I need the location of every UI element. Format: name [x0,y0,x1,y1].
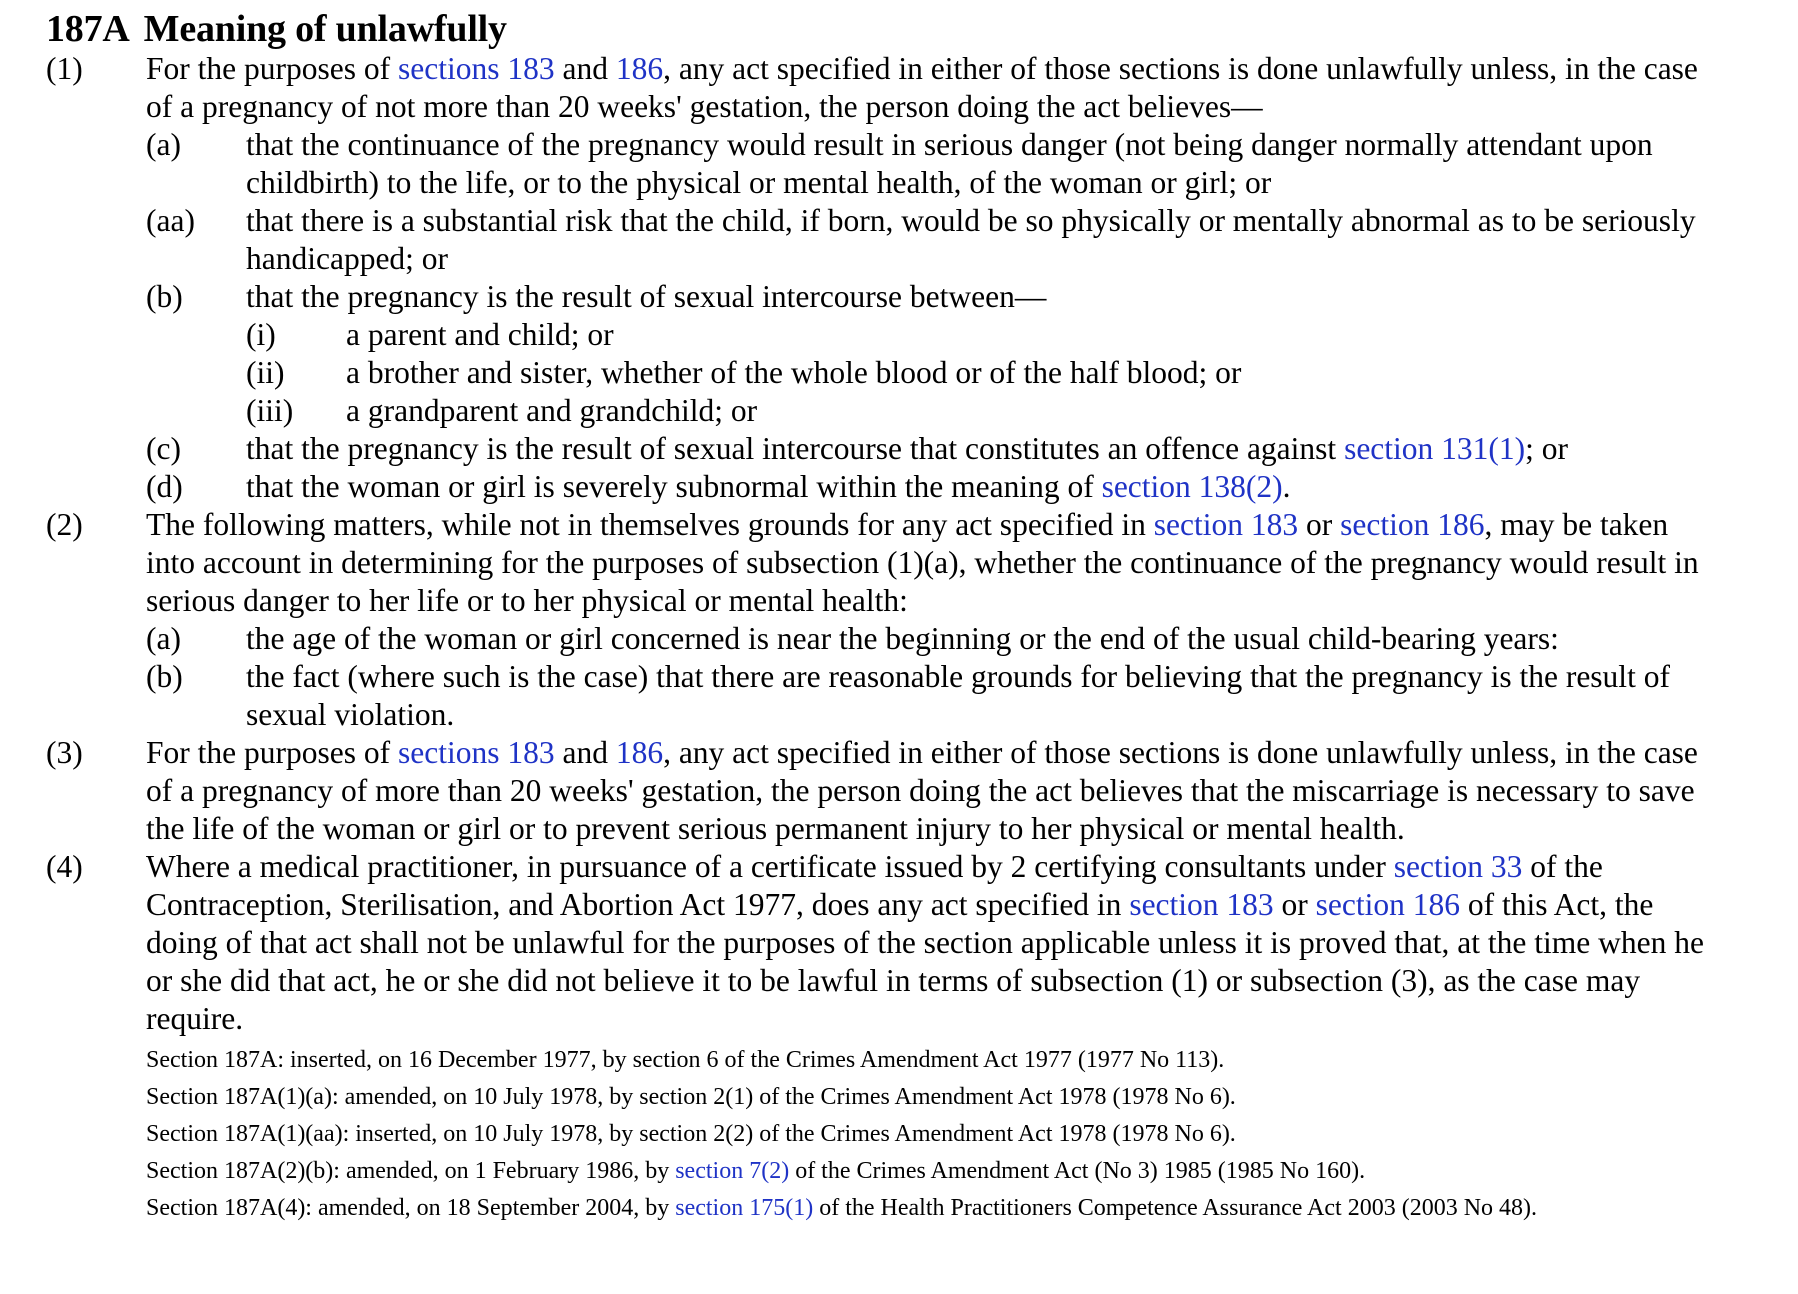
text-run: and [554,51,616,86]
text-run: of this Act, the doing of that act shall not be unlawful for the purposes of the section applicable unless it is proved that, at the time when he or she did that act, he or she did not believe it to be lawful in terms of subsection (1) or subsection (3), as the case may require. [146,887,1704,1036]
history-note [146,1190,1746,1227]
text-run: Section 187A(4): amended, on 18 September 2004, by [146,1195,676,1221]
subsection-label: (3) [46,735,83,770]
text-run: of the Crimes Amendment Act (No 3) 1985 (1985 No 160). [789,1158,1366,1184]
paragraph-label: (d) [146,469,183,504]
link-section-33[interactable]: section 33 [1393,849,1523,884]
history-note: Section 187A(1)(a): amended, on 10 July 1978, by section 2(1) of the Crimes Amendment Act 1978 (1978 No 6). [146,1084,1236,1110]
subparagraph-text: a parent and child; or [346,317,614,352]
paragraph-2b [46,658,1746,734]
subsection-4 [46,848,1746,1038]
text-run: , any act specified in either of those sections is done unlawfully unless, in the case of a pregnancy of more than 20 weeks' gestation, the person doing the act believes that the miscarriage is necessary to save the life of the woman or girl or to prevent serious permanent injury to her physical or mental health. [146,735,1698,846]
paragraph-text [246,430,1746,468]
text-run: or [1273,887,1316,922]
link-section-186[interactable]: section 186 [1315,887,1461,922]
paragraph-1a [46,126,1746,202]
section-heading [46,8,1746,50]
text-run: , any act specified in either of those sections is done unlawfully unless, in the case of a pregnancy of not more than 20 weeks' gestation, the person doing the act believes— [146,51,1698,124]
paragraph-label: (c) [146,431,181,466]
text-run: or [1298,507,1341,542]
subsection-text [146,734,1706,848]
link-section-131-1[interactable]: section 131(1) [1344,431,1526,466]
link-186[interactable]: 186 [615,51,664,86]
text-run: Where a medical practitioner, in pursuance of a certificate issued by 2 certifying consultants under [146,849,1394,884]
paragraph-text: the fact (where such is the case) that there are reasonable grounds for believing that the pregnancy is the result of sexual violation. [246,659,1670,732]
text-run: Section 187A(2)(b): amended, on 1 February 1986, by [146,1158,676,1184]
paragraph-1aa [46,202,1746,278]
history-note [146,1153,1746,1190]
subparagraph-text: a brother and sister, whether of the whole blood or of the half blood; or [346,355,1242,390]
link-section-186[interactable]: section 186 [1340,507,1485,542]
subsection-text [146,848,1706,1038]
text-run: . [1282,469,1291,504]
paragraph-1c [46,430,1746,468]
link-sections-183[interactable]: sections 183 [397,51,555,86]
text-run: that the woman or girl is severely subnormal within the meaning of [246,469,1102,504]
link-section-175-1[interactable]: section 175(1) [675,1195,814,1221]
paragraph-text: that there is a substantial risk that the child, if born, would be so physically or mentally abnormal as to be seriously handicapped; or [246,203,1696,276]
link-section-138-2[interactable]: section 138(2) [1101,469,1283,504]
paragraph-2a [46,620,1746,658]
paragraph-label: (b) [146,659,183,694]
subparagraph-label: (i) [246,317,276,352]
link-sections-183[interactable]: sections 183 [397,735,555,770]
text-run: , may be taken into account in determining for the purposes of subsection (1)(a), whether the continuance of the pregnancy would result in serious danger to her life or to her physical or mental health: [146,507,1699,618]
paragraph-1d [46,468,1746,506]
paragraph-text: that the continuance of the pregnancy would result in serious danger (not being danger normally attendant upon childbirth) to the life, or to the physical or mental health, of the woman or girl; or [246,127,1653,200]
text-run: of the Contraception, Sterilisation, and Abortion Act 1977, does any act specified in [146,849,1603,922]
subsection-text [146,50,1706,126]
paragraph-1b [46,278,1746,316]
subparagraph-text: a grandparent and grandchild; or [346,393,758,428]
paragraph-text [246,468,1746,506]
section-title: Meaning of unlawfully [143,8,507,50]
link-section-183[interactable]: section 183 [1129,887,1274,922]
subsection-label: (4) [46,849,83,884]
text-run: that the pregnancy is the result of sexual intercourse that constitutes an offence against [246,431,1345,466]
section-number: 187A [46,8,130,50]
subsection-label: (1) [46,51,83,86]
subparagraph-1b-iii [46,392,1746,430]
paragraph-label: (aa) [146,203,195,238]
paragraph-text: the age of the woman or girl concerned is near the beginning or the end of the usual child-bearing years: [246,621,1559,656]
text-run: and [554,735,616,770]
link-section-7-2[interactable]: section 7(2) [675,1158,790,1184]
subsection-2 [46,506,1746,620]
text-run: of the Health Practitioners Competence Assurance Act 2003 (2003 No 48). [813,1195,1538,1221]
text-run: For the purposes of [146,51,398,86]
text-run: ; or [1525,431,1569,466]
subsection-text [146,506,1706,620]
paragraph-label: (a) [146,621,181,656]
link-section-183[interactable]: section 183 [1153,507,1299,542]
paragraph-label: (b) [146,279,183,314]
text-run: For the purposes of [146,735,398,770]
paragraph-text: that the pregnancy is the result of sexual intercourse between— [246,279,1047,314]
subparagraph-1b-i [46,316,1746,354]
subsection-1 [46,50,1746,126]
history-notes [46,1042,1746,1227]
history-note: Section 187A(1)(aa): inserted, on 10 July 1978, by section 2(2) of the Crimes Amendment Act 1978 (1978 No 6). [146,1121,1236,1147]
subparagraph-label: (iii) [246,393,294,428]
text-run: The following matters, while not in themselves grounds for any act specified in [146,507,1154,542]
subsection-label: (2) [46,507,83,542]
link-186[interactable]: 186 [615,735,664,770]
subparagraph-1b-ii [46,354,1746,392]
subparagraph-label: (ii) [246,355,285,390]
subsection-3 [46,734,1746,848]
paragraph-label: (a) [146,127,181,162]
history-note: Section 187A: inserted, on 16 December 1977, by section 6 of the Crimes Amendment Act 1977 (1977 No 113). [146,1047,1225,1073]
